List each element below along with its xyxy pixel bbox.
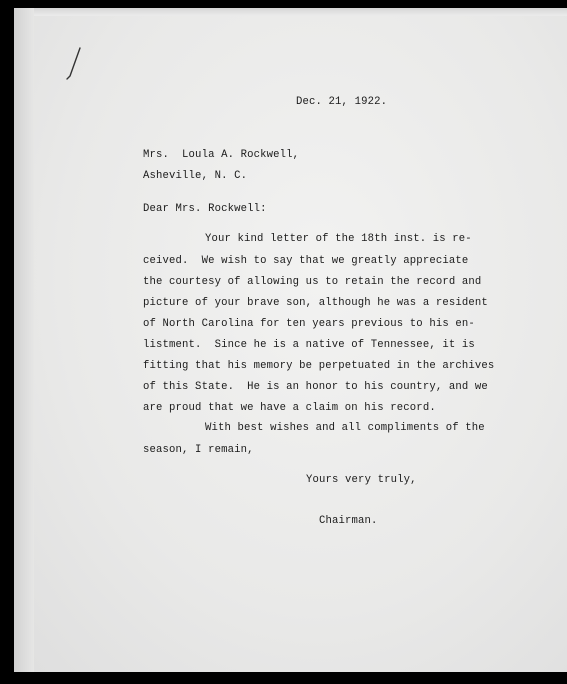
recipient-name: Mrs. Loula A. Rockwell,: [143, 149, 300, 161]
paper-top-edge: [14, 8, 567, 16]
letter-date: Dec. 21, 1922.: [296, 96, 388, 108]
body-line: picture of your brave son, although he was a resident: [143, 297, 488, 309]
pencil-check-mark: [66, 46, 84, 82]
salutation: Dear Mrs. Rockwell:: [143, 203, 267, 215]
valediction: Yours very truly,: [306, 474, 417, 486]
body-line: ceived. We wish to say that we greatly appreciate: [143, 255, 469, 267]
body-line: of North Carolina for ten years previous to his en-: [143, 318, 475, 330]
paper-sheet: [14, 8, 567, 672]
body-line: of this State. He is an honor to his country, and we: [143, 381, 488, 393]
body-line: the courtesy of allowing us to retain the record and: [143, 276, 482, 288]
closing-line: With best wishes and all compliments of the: [205, 422, 485, 434]
body-line: Your kind letter of the 18th inst. is re-: [205, 233, 472, 245]
recipient-city: Asheville, N. C.: [143, 170, 248, 182]
closing-line: season, I remain,: [143, 444, 254, 456]
body-line: listment. Since he is a native of Tennessee, it is: [143, 339, 475, 351]
body-line: are proud that we have a claim on his record.: [143, 402, 436, 414]
signature-title: Chairman.: [319, 515, 378, 527]
body-line: fitting that his memory be perpetuated in the archives: [143, 360, 495, 372]
paper-left-edge: [14, 8, 34, 672]
